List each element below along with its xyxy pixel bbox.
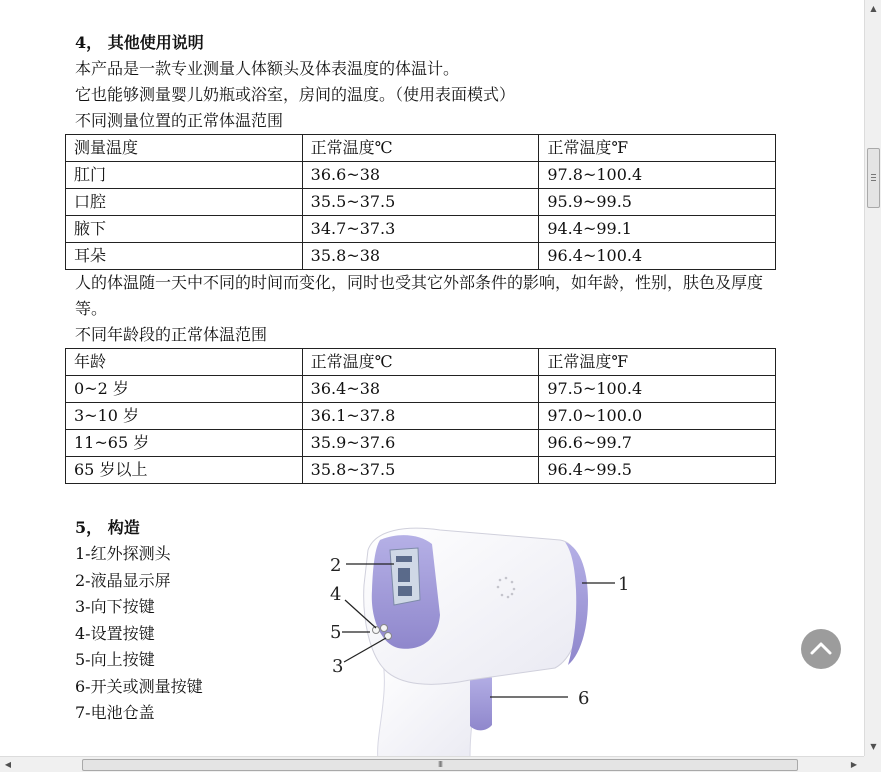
table-cell: 肛门 <box>66 162 303 189</box>
table-cell: 35.5~37.5 <box>302 189 539 216</box>
age-range-table <box>65 348 776 484</box>
table-cell: 97.5~100.4 <box>539 376 776 403</box>
scroll-down-arrow-icon[interactable]: ▼ <box>870 742 877 751</box>
list-item: 3-向下按键 <box>75 597 155 616</box>
body-paragraph: 人的体温随一天中不同的时间而变化，同时也受其它外部条件的影响，如年龄，性别，肤色及厚度等。 <box>75 273 764 318</box>
grip-line <box>871 180 876 181</box>
list-item: 1-红外探测头 <box>75 544 171 563</box>
table-cell: 11~65 岁 <box>66 430 303 457</box>
intro-line-2: 它也能够测量婴儿奶瓶或浴室，房间的温度。（使用表面模式） <box>75 85 516 104</box>
horizontal-scrollbar[interactable] <box>0 756 864 772</box>
table-header-row <box>66 135 776 162</box>
table-row <box>66 403 776 430</box>
section-5 <box>75 515 315 727</box>
table-cell: 96.4~100.4 <box>539 243 776 270</box>
callout-2: 2 <box>330 555 342 576</box>
table-cell: 65 岁以上 <box>66 457 303 484</box>
table-cell: 腋下 <box>66 216 303 243</box>
table-cell: 95.9~99.5 <box>539 189 776 216</box>
table-row <box>66 243 776 270</box>
table-row <box>66 162 776 189</box>
table-header-cell: 正常温度℃ <box>302 135 539 162</box>
grip-line <box>871 174 876 175</box>
table-cell: 97.8~100.4 <box>539 162 776 189</box>
table-cell: 96.6~99.7 <box>539 430 776 457</box>
lcd-segments <box>396 556 412 596</box>
table-cell: 35.9~37.6 <box>302 430 539 457</box>
table-cell: 3~10 岁 <box>66 403 303 430</box>
table-cell: 34.7~37.3 <box>302 216 539 243</box>
list-item: 5-向上按键 <box>75 650 155 669</box>
scrollbar-corner <box>864 756 881 772</box>
measurement-site-table <box>65 134 776 270</box>
callout-4: 4 <box>330 584 342 605</box>
set-button <box>381 625 388 632</box>
callout-5: 5 <box>330 622 342 643</box>
table-header-cell: 正常温度℉ <box>539 349 776 376</box>
table-row <box>66 457 776 484</box>
table-row <box>66 216 776 243</box>
table-header-cell: 正常温度℃ <box>302 349 539 376</box>
table-cell: 0~2 岁 <box>66 376 303 403</box>
table-2-caption: 不同年龄段的正常体温范围 <box>75 325 268 344</box>
trigger-button <box>470 673 492 731</box>
table-cell: 97.0~100.0 <box>539 403 776 430</box>
parts-list <box>75 541 315 727</box>
table-cell: 耳朵 <box>66 243 303 270</box>
table-header-cell: 测量温度 <box>66 135 303 162</box>
table-1-caption: 不同测量位置的正常体温范围 <box>75 111 284 130</box>
table-cell: 36.6~38 <box>302 162 539 189</box>
table-cell: 96.4~99.5 <box>539 457 776 484</box>
table-header-cell: 年龄 <box>66 349 303 376</box>
vertical-scroll-thumb[interactable] <box>867 148 880 208</box>
list-item: 4-设置按键 <box>75 623 155 643</box>
table-row <box>66 189 776 216</box>
table-header-cell: 正常温度℉ <box>539 135 776 162</box>
table-row <box>66 430 776 457</box>
table-cell: 36.1~37.8 <box>302 403 539 430</box>
table-cell: 35.8~37.5 <box>302 457 539 484</box>
table-cell: 口腔 <box>66 189 303 216</box>
scroll-left-arrow-icon[interactable]: ◀ <box>4 760 12 769</box>
vertical-scrollbar[interactable] <box>864 0 881 756</box>
horizontal-scroll-thumb[interactable] <box>82 759 798 771</box>
table-header-row <box>66 349 776 376</box>
callout-3: 3 <box>332 656 344 677</box>
callout-1: 1 <box>618 574 630 595</box>
chevron-up-icon <box>801 629 841 669</box>
grip-line <box>871 177 876 178</box>
grip-icon: III <box>437 760 443 769</box>
table-cell: 35.8~38 <box>302 243 539 270</box>
list-item: 6-开关或测量按键 <box>75 676 203 696</box>
section-5-heading: 5， 构造 <box>75 518 140 537</box>
table-row <box>66 376 776 403</box>
intro-line-1: 本产品是一款专业测量人体额头及体表温度的体温计。 <box>75 59 460 78</box>
scroll-up-arrow-icon[interactable]: ▲ <box>870 4 877 13</box>
table-cell: 94.4~99.1 <box>539 216 776 243</box>
callout-6: 6 <box>578 688 590 709</box>
back-to-top-button[interactable] <box>801 629 841 669</box>
table-cell: 36.4~38 <box>302 376 539 403</box>
list-item: 7-电池仓盖 <box>75 703 155 722</box>
thermometer-diagram <box>320 520 640 756</box>
list-item: 2-液晶显示屏 <box>75 570 171 590</box>
scroll-right-arrow-icon[interactable]: ▶ <box>850 760 858 769</box>
section-4 <box>75 30 780 484</box>
section-4-heading: 4， 其他使用说明 <box>75 33 204 52</box>
